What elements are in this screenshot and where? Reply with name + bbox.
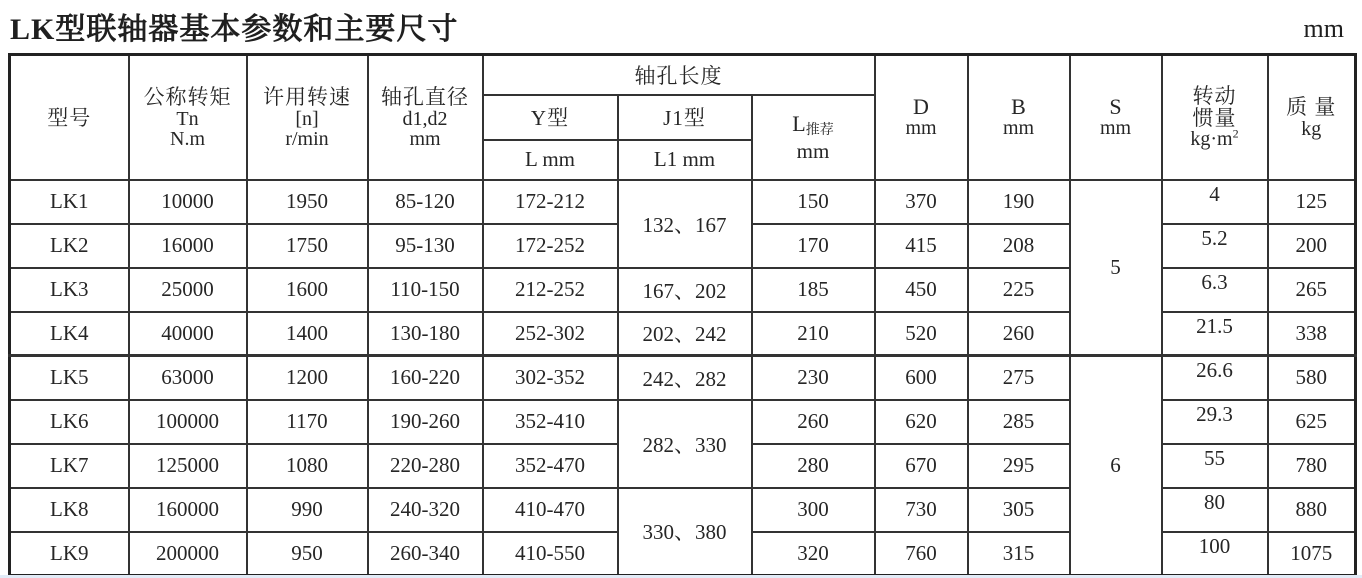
- cell-value: 1075: [1290, 540, 1333, 565]
- header-torque-unit: N.m: [170, 128, 205, 151]
- table-cell: [1162, 312, 1268, 356]
- header-l-recommended-unit: mm: [796, 138, 830, 163]
- cell-value: 5.2: [1201, 226, 1228, 250]
- header-bore-diameter-label: 轴孔直径: [381, 84, 469, 109]
- cell-value: 338: [1295, 320, 1327, 345]
- table-cell: [1268, 444, 1356, 488]
- table-cell: [10, 532, 129, 576]
- table-cell: [1268, 312, 1356, 356]
- table-cell: [968, 180, 1070, 224]
- cell-value: 29.3: [1196, 402, 1233, 426]
- header-inertia: [1162, 55, 1268, 180]
- cell-value: 990: [291, 497, 323, 521]
- table-cell: [1268, 268, 1356, 312]
- table-cell: [483, 356, 618, 400]
- header-s-symbol: S: [1109, 93, 1122, 119]
- table-cell: [247, 532, 368, 576]
- cell-value: 200: [1295, 233, 1327, 257]
- table-cell: [368, 488, 483, 532]
- cell-value: 260-340: [390, 540, 460, 565]
- cell-value: 600: [905, 365, 937, 390]
- cell-value: 950: [291, 540, 323, 565]
- table-cell: [10, 268, 129, 312]
- table-header: [10, 55, 1356, 180]
- table-cell: [368, 356, 483, 400]
- cell-value: LK4: [50, 320, 89, 345]
- cell-value: 1400: [286, 320, 328, 345]
- table-cell: [483, 444, 618, 488]
- cell-value: 625: [1295, 409, 1327, 433]
- header-b-unit: mm: [1002, 117, 1035, 140]
- cell-value: 295: [1002, 453, 1035, 477]
- table-cell: [968, 488, 1070, 532]
- table-cell: [247, 400, 368, 444]
- header-l-recommended-symbol: L: [792, 110, 806, 136]
- cell-value: 320: [797, 540, 829, 565]
- header-b-symbol: B: [1011, 93, 1026, 119]
- cell-value: 85-120: [395, 189, 455, 213]
- table-cell: [1162, 356, 1268, 400]
- table-cell: [875, 356, 968, 400]
- table-cell: [618, 400, 752, 488]
- table-cell: [752, 224, 875, 268]
- table-cell: [129, 488, 247, 532]
- cell-value: 6.3: [1201, 270, 1228, 294]
- cell-value: 352-410: [515, 409, 585, 433]
- cell-value: 240-320: [390, 497, 460, 521]
- table-cell: [129, 180, 247, 224]
- header-l1-mm: [618, 140, 752, 180]
- header-inertia-unit: $kg\cdot m^2$: [1190, 126, 1239, 151]
- cell-value: 330、380: [642, 520, 727, 545]
- header-d-symbol: D: [913, 93, 929, 119]
- table-cell: [368, 400, 483, 444]
- table-cell: [368, 532, 483, 576]
- cell-value: 780: [1295, 453, 1327, 477]
- table-cell: [129, 224, 247, 268]
- table-cell: [1268, 180, 1356, 224]
- header-bore-diameter: [368, 55, 483, 180]
- table-body: [10, 180, 1356, 576]
- table-cell: [10, 180, 129, 224]
- cell-value: 25000: [161, 277, 214, 301]
- cell-value: 170: [797, 233, 829, 257]
- cell-value: 242、282: [642, 366, 727, 391]
- cell-value: 225: [1002, 277, 1035, 301]
- cell-value: 670: [905, 453, 937, 477]
- cell-value: 80: [1204, 490, 1225, 514]
- header-speed-symbol: [n]: [295, 107, 319, 130]
- table-cell: [968, 224, 1070, 268]
- table-cell: [618, 312, 752, 356]
- cell-value: 520: [905, 320, 937, 345]
- table-cell: [968, 532, 1070, 576]
- table-cell: [1162, 488, 1268, 532]
- unit-label: mm: [1303, 14, 1344, 43]
- cell-value: LK8: [50, 497, 89, 521]
- cell-value: 410-470: [515, 497, 585, 521]
- table-cell: [1268, 488, 1356, 532]
- table-cell: [968, 400, 1070, 444]
- header-y-type-label: Y型: [530, 106, 570, 130]
- cell-value: LK5: [50, 365, 89, 390]
- cell-value: 410-550: [515, 540, 585, 565]
- table-cell: [368, 444, 483, 488]
- cell-value: 10000: [161, 189, 214, 213]
- cell-value: 167、202: [642, 278, 727, 303]
- table-cell: [875, 312, 968, 356]
- table-cell: [968, 312, 1070, 356]
- table-cell: [10, 488, 129, 532]
- table-cell: [618, 268, 752, 312]
- header-torque-label: 公称转矩: [143, 84, 232, 109]
- table-cell: [618, 180, 752, 268]
- cell-value: 730: [905, 497, 937, 521]
- cell-value: 1080: [286, 453, 328, 477]
- table-cell: [483, 532, 618, 576]
- table-cell: [368, 312, 483, 356]
- table-cell: [968, 444, 1070, 488]
- header-s-unit: mm: [1099, 117, 1132, 140]
- cell-value: 220-280: [390, 453, 460, 477]
- cell-value: 282、330: [642, 432, 727, 457]
- header-speed: [247, 55, 368, 180]
- cell-value: 160000: [156, 497, 219, 521]
- table-cell: [247, 488, 368, 532]
- table-cell: [483, 224, 618, 268]
- header-speed-unit: r/min: [285, 128, 329, 151]
- cell-value: 110-150: [390, 277, 460, 301]
- cell-value: 125000: [156, 453, 219, 477]
- cell-value: 100: [1198, 533, 1231, 558]
- table-cell: [1162, 224, 1268, 268]
- cell-value: 4: [1209, 182, 1220, 206]
- cell-value: 315: [1002, 540, 1035, 565]
- header-s: [1070, 55, 1162, 180]
- header-bore-length-label: 轴孔长度: [634, 63, 723, 88]
- title-bar: [0, 0, 1362, 52]
- cell-value: 760: [905, 540, 937, 565]
- table-cell: [129, 268, 247, 312]
- table-cell: [10, 444, 129, 488]
- table-cell: [129, 444, 247, 488]
- table-cell: [618, 356, 752, 400]
- cell-value: 1200: [286, 365, 328, 390]
- cell-value: 302-352: [515, 365, 585, 390]
- cell-value: 132、167: [642, 212, 727, 237]
- table-row: [10, 356, 1356, 400]
- cell-value: 202、242: [642, 322, 727, 347]
- cell-value: 40000: [161, 320, 214, 345]
- header-l-mm-label: L mm: [525, 146, 575, 171]
- header-y-type: [483, 95, 618, 140]
- cell-value: 150: [797, 189, 829, 213]
- table-cell: [247, 268, 368, 312]
- cell-value: 95-130: [395, 233, 455, 257]
- cell-value: LK6: [50, 409, 89, 433]
- cell-value: 305: [1002, 497, 1035, 521]
- header-inertia-label-1: 转动: [1192, 84, 1237, 108]
- table-cell: [10, 312, 129, 356]
- cell-value: LK3: [50, 277, 89, 301]
- cell-value: 210: [797, 320, 829, 345]
- cell-value: 16000: [161, 233, 214, 257]
- cell-value: LK1: [50, 189, 89, 213]
- cell-value: 100000: [156, 409, 219, 433]
- table-cell: [752, 444, 875, 488]
- table-cell: [1268, 224, 1356, 268]
- table-cell: [1268, 400, 1356, 444]
- table-cell: [752, 488, 875, 532]
- header-j1-type: [618, 95, 752, 140]
- header-torque: [129, 55, 247, 180]
- header-speed-label: 许用转速: [263, 84, 351, 109]
- header-l1-mm-label: L1 mm: [653, 146, 716, 171]
- cell-value: LK7: [50, 453, 89, 477]
- cell-value: 1950: [286, 189, 328, 213]
- cell-value: 275: [1002, 365, 1035, 390]
- cell-value: 252-302: [515, 320, 585, 345]
- cell-value: 1600: [286, 277, 328, 301]
- cell-value: LK2: [50, 233, 89, 257]
- cell-value: 300: [797, 497, 829, 521]
- table-cell: [752, 180, 875, 224]
- cell-value: 285: [1002, 409, 1035, 433]
- cell-value: 260: [797, 409, 829, 433]
- cell-value: 26.6: [1196, 358, 1233, 383]
- cell-value: LK9: [50, 540, 89, 565]
- table-cell: [1268, 532, 1356, 576]
- page-title: LK型联轴器基本参数和主要尺寸: [10, 13, 459, 46]
- table-cell: [10, 356, 129, 400]
- header-mass-label: 质 量: [1286, 94, 1337, 119]
- header-torque-symbol: Tn: [176, 107, 199, 130]
- header-model-label: 型号: [47, 106, 92, 131]
- header-bore-diameter-unit: mm: [409, 128, 441, 151]
- table-cell: [1162, 532, 1268, 576]
- header-inertia-label-2: 惯量: [1192, 106, 1237, 131]
- cell-value: 63000: [161, 365, 214, 390]
- table-cell: [968, 268, 1070, 312]
- cell-value: 21.5: [1196, 313, 1233, 338]
- table-cell: [875, 224, 968, 268]
- table-row: [10, 180, 1356, 224]
- cell-value: 208: [1002, 233, 1035, 257]
- table-cell: [752, 312, 875, 356]
- table-cell: [368, 224, 483, 268]
- table-cell: [10, 224, 129, 268]
- table-cell: [1268, 356, 1356, 400]
- cell-value: 370: [905, 189, 937, 213]
- header-l-mm: [483, 140, 618, 180]
- table-cell: [875, 400, 968, 444]
- cell-value: 260: [1002, 320, 1035, 345]
- cell-value: 450: [905, 277, 937, 301]
- table-cell: [368, 180, 483, 224]
- table-cell: [129, 312, 247, 356]
- cell-value: 55: [1204, 446, 1225, 470]
- cell-value: 200000: [156, 540, 219, 565]
- header-model: [10, 55, 129, 180]
- cell-value: 185: [797, 277, 829, 301]
- table-cell: [968, 356, 1070, 400]
- cell-value: 1170: [286, 409, 328, 433]
- table-cell: [1070, 356, 1162, 576]
- table-cell: [752, 400, 875, 444]
- cell-value: 230: [797, 365, 829, 390]
- header-bore-diameter-symbol: d1,d2: [402, 107, 448, 130]
- cell-value: 190-260: [390, 409, 460, 433]
- table-cell: [875, 444, 968, 488]
- table-cell: [247, 356, 368, 400]
- cell-value: 415: [905, 233, 937, 257]
- table-cell: [875, 268, 968, 312]
- header-bore-length-group: [483, 55, 875, 95]
- cell-value: 172-252: [515, 233, 585, 257]
- table-cell: [1162, 444, 1268, 488]
- header-j1-type-label: J1型: [663, 106, 706, 130]
- header-d: [875, 55, 968, 180]
- table-cell: [1070, 180, 1162, 356]
- table-cell: [1162, 400, 1268, 444]
- table-cell: [483, 268, 618, 312]
- table-cell: [1162, 180, 1268, 224]
- cell-value: 620: [905, 409, 937, 433]
- table-cell: [247, 180, 368, 224]
- table-cell: [1162, 268, 1268, 312]
- table-cell: [752, 532, 875, 576]
- cell-value: 130-180: [390, 320, 460, 345]
- cell-value: 190: [1002, 189, 1035, 213]
- cell-value: 352-470: [515, 453, 585, 477]
- cell-value: 172-212: [515, 189, 585, 213]
- cell-value: 212-252: [515, 277, 585, 301]
- header-d-unit: mm: [905, 117, 937, 140]
- table-cell: [129, 532, 247, 576]
- header-mass: [1268, 55, 1356, 180]
- table-cell: [129, 400, 247, 444]
- cell-value: 580: [1295, 365, 1327, 390]
- table-cell: [129, 356, 247, 400]
- header-b: [968, 55, 1070, 180]
- header-mass-unit: kg: [1301, 118, 1322, 141]
- cell-value: 280: [797, 453, 829, 477]
- header-l-recommended-sub: 推荐: [805, 122, 834, 138]
- table-cell: [875, 488, 968, 532]
- cell-value: 6: [1110, 453, 1121, 477]
- table-cell: [618, 488, 752, 576]
- table-cell: [875, 532, 968, 576]
- table-cell: [483, 488, 618, 532]
- table-cell: [10, 400, 129, 444]
- table-cell: [875, 180, 968, 224]
- header-l-recommended: [752, 95, 875, 180]
- table-cell: [752, 356, 875, 400]
- cell-value: 265: [1295, 277, 1327, 301]
- table-cell: [247, 444, 368, 488]
- coupling-parameters-table: [8, 53, 1357, 577]
- cell-value: 880: [1295, 497, 1327, 521]
- table-cell: [368, 268, 483, 312]
- table-cell: [247, 312, 368, 356]
- table-cell: [483, 180, 618, 224]
- cell-value: 160-220: [390, 365, 460, 390]
- cell-value: 125: [1295, 189, 1327, 213]
- table-cell: [752, 268, 875, 312]
- table-cell: [483, 312, 618, 356]
- table-cell: [483, 400, 618, 444]
- cell-value: 1750: [286, 233, 328, 257]
- table-cell: [247, 224, 368, 268]
- cell-value: 5: [1110, 254, 1121, 279]
